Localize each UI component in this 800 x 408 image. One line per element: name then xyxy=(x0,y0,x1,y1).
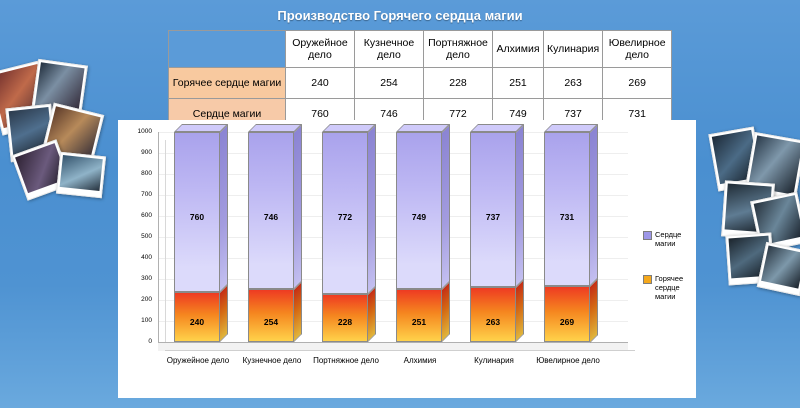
x-axis-labels xyxy=(158,356,638,386)
table-column-header: Кузнечное дело xyxy=(355,31,424,68)
photo-collage-right xyxy=(705,130,800,300)
legend-item[interactable] xyxy=(643,274,699,301)
bar-segment-upper xyxy=(396,132,442,289)
table-cell: 746 xyxy=(355,99,424,130)
data-table-wrapper xyxy=(168,30,672,130)
legend-item-label: Горячее сердце магии xyxy=(655,274,684,301)
legend-swatch-icon xyxy=(643,275,652,284)
bar-group[interactable] xyxy=(174,132,220,342)
y-tick-label: 900 xyxy=(141,149,152,156)
bar-segment-upper xyxy=(470,132,516,287)
bar-side-lower xyxy=(368,286,376,342)
table-row-header: Сердце магии xyxy=(169,99,286,130)
y-tick-label: 500 xyxy=(141,233,152,240)
bar-segment-upper xyxy=(248,132,294,289)
table-cell: 269 xyxy=(603,68,672,99)
decorative-photo-image xyxy=(761,245,800,288)
table-cell: 760 xyxy=(286,99,355,130)
decorative-photo-image xyxy=(9,107,53,155)
bar-value-label-upper: 749 xyxy=(411,212,427,222)
bar-side-upper xyxy=(516,124,524,287)
decorative-photo-image xyxy=(60,155,103,191)
table-cell: 731 xyxy=(603,99,672,130)
decorative-photo xyxy=(56,152,106,199)
decorative-photo xyxy=(30,59,88,125)
table-corner-cell xyxy=(169,31,286,68)
bar-value-label-upper: 737 xyxy=(485,212,501,222)
bar-value-label-upper: 772 xyxy=(337,212,353,222)
y-tick-label: 200 xyxy=(141,296,152,303)
legend-swatch-icon xyxy=(643,231,652,240)
bar-side-lower xyxy=(442,281,450,342)
table-column-header: Кулинария xyxy=(544,31,603,68)
chart-panel xyxy=(118,120,696,398)
y-tick-label: 1000 xyxy=(137,128,152,135)
bar-segment-upper xyxy=(544,132,590,286)
y-tick-label: 0 xyxy=(148,338,152,345)
decorative-photo xyxy=(708,126,763,191)
x-tick-label: Кузнечное дело xyxy=(242,356,302,365)
bar-side-upper xyxy=(368,124,376,294)
x-tick-label: Оружейное дело xyxy=(166,356,230,365)
y-tick-label: 600 xyxy=(141,212,152,219)
bar-side-upper xyxy=(220,124,228,292)
bar-side-upper xyxy=(442,124,450,289)
decorative-photo-image xyxy=(15,143,67,193)
table-cell: 251 xyxy=(493,68,544,99)
table-cell: 749 xyxy=(493,99,544,130)
bar-value-label-lower: 263 xyxy=(485,317,501,327)
table-column-header: Ювелирное дело xyxy=(603,31,672,68)
bar-value-label-lower: 228 xyxy=(337,317,353,327)
chart-plot-area xyxy=(118,120,696,398)
table-cell: 240 xyxy=(286,68,355,99)
bar-group[interactable] xyxy=(544,132,590,342)
decorative-photo-image xyxy=(0,64,50,128)
data-table xyxy=(168,30,672,130)
bar-value-label-lower: 254 xyxy=(263,317,279,327)
decorative-photo-image xyxy=(34,62,85,118)
table-column-header: Алхимия xyxy=(493,31,544,68)
x-axis-line-back xyxy=(165,350,635,351)
decorative-photo xyxy=(11,139,73,201)
table-cell: 254 xyxy=(355,68,424,99)
x-tick-label: Алхимия xyxy=(403,356,437,365)
bar-group[interactable] xyxy=(470,132,516,342)
legend-item-label: Сердце магии xyxy=(655,230,682,248)
bar-side-lower xyxy=(294,281,302,342)
bar-segment-lower xyxy=(470,287,516,342)
table-row xyxy=(169,68,672,99)
table-cell: 772 xyxy=(424,99,493,130)
bar-value-label-upper: 760 xyxy=(189,212,205,222)
legend-item[interactable] xyxy=(643,230,699,248)
decorative-photo xyxy=(0,60,55,135)
bar-side-lower xyxy=(220,284,228,342)
decorative-photo xyxy=(721,180,775,239)
photo-collage-left xyxy=(0,62,115,202)
bar-group[interactable] xyxy=(396,132,442,342)
table-column-header: Оружейное дело xyxy=(286,31,355,68)
decorative-photo xyxy=(757,242,800,296)
decorative-photo xyxy=(5,104,56,163)
bar-group[interactable] xyxy=(322,132,368,342)
table-cell: 737 xyxy=(544,99,603,130)
decorative-photo xyxy=(744,132,800,202)
x-tick-label: Кулинария xyxy=(474,356,514,365)
x-tick-label: Портняжное дело xyxy=(313,356,379,365)
decorative-photo-image xyxy=(748,135,800,194)
bar-segment-lower xyxy=(544,286,590,343)
bar-group[interactable] xyxy=(248,132,294,342)
decorative-photo-image xyxy=(712,130,760,184)
chart-legend xyxy=(643,230,699,327)
bar-side-lower xyxy=(516,279,524,342)
bar-value-label-lower: 269 xyxy=(559,317,575,327)
table-header-row xyxy=(169,31,672,68)
bar-side-upper xyxy=(590,124,598,286)
table-cell: 263 xyxy=(544,68,603,99)
bar-value-label-lower: 251 xyxy=(411,317,427,327)
decorative-photo-image xyxy=(729,236,772,279)
y-axis-labels xyxy=(126,128,152,345)
y-tick-label: 700 xyxy=(141,191,152,198)
decorative-photo-image xyxy=(44,106,100,164)
x-tick-label: Ювелирное дело xyxy=(536,356,600,365)
decorative-photo xyxy=(725,232,774,285)
decorative-photo-image xyxy=(754,195,800,245)
decorative-photo xyxy=(40,103,104,172)
x-axis-line xyxy=(158,342,628,343)
table-column-header: Портняжное дело xyxy=(424,31,493,68)
y-tick-label: 300 xyxy=(141,275,152,282)
decorative-photo-image xyxy=(725,184,772,233)
bar-segment-lower xyxy=(248,289,294,342)
bar-segment-lower xyxy=(396,289,442,342)
table-cell: 228 xyxy=(424,68,493,99)
decorative-photo xyxy=(750,192,800,253)
y-tick-label: 400 xyxy=(141,254,152,261)
y-tick-label: 800 xyxy=(141,170,152,177)
page-title: Производство Горячего сердца магии xyxy=(277,8,523,23)
bar-series-group xyxy=(158,132,628,342)
bar-side-upper xyxy=(294,124,302,289)
y-tick-label: 100 xyxy=(141,317,152,324)
bar-side-lower xyxy=(590,278,598,343)
bar-value-label-lower: 240 xyxy=(189,317,205,327)
table-row-header: Горячее сердце магии xyxy=(169,68,286,99)
bar-value-label-upper: 746 xyxy=(263,212,279,222)
bar-value-label-upper: 731 xyxy=(559,212,575,222)
